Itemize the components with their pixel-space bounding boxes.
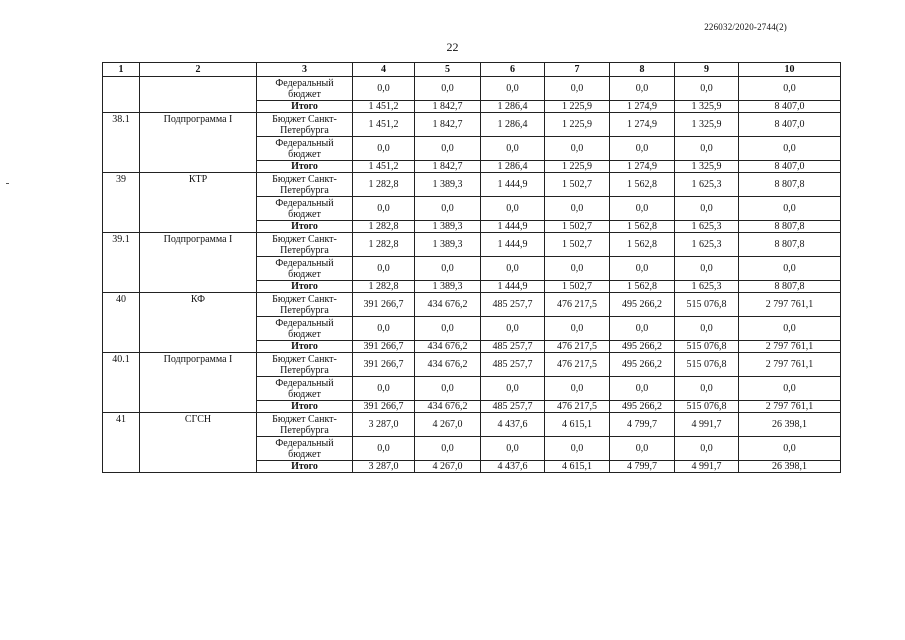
value-cell: 1 842,7: [415, 161, 481, 173]
value-cell: 4 799,7: [610, 413, 675, 437]
value-cell: 0,0: [353, 317, 415, 341]
program-name: КФ: [140, 293, 257, 353]
total-label: Итого: [257, 401, 353, 413]
value-cell: 1 282,8: [353, 233, 415, 257]
value-cell: 0,0: [415, 377, 481, 401]
total-label: Итого: [257, 341, 353, 353]
table-row: [103, 113, 841, 137]
value-cell: 0,0: [481, 137, 545, 161]
value-cell: 3 287,0: [353, 461, 415, 473]
value-cell-total: 8 407,0: [739, 161, 841, 173]
column-header: 2: [140, 63, 257, 77]
value-cell: 1 225,9: [545, 161, 610, 173]
table-header: [103, 63, 841, 77]
value-cell-total: 8 807,8: [739, 281, 841, 293]
funding-source: Федеральный бюджет: [257, 197, 353, 221]
value-cell: 1 325,9: [675, 113, 739, 137]
program-name: Подпрограмма I: [140, 113, 257, 173]
value-cell-total: 0,0: [739, 137, 841, 161]
funding-source: Федеральный бюджет: [257, 137, 353, 161]
funding-source: Бюджет Санкт-Петербурга: [257, 113, 353, 137]
funding-source: Бюджет Санкт-Петербурга: [257, 293, 353, 317]
value-cell-total: 2 797 761,1: [739, 353, 841, 377]
value-cell-total: 8 407,0: [739, 113, 841, 137]
value-cell: 0,0: [481, 77, 545, 101]
total-label: Итого: [257, 281, 353, 293]
table-row: [103, 233, 841, 257]
value-cell: 515 076,8: [675, 401, 739, 413]
value-cell: 4 437,6: [481, 461, 545, 473]
value-cell-total: 8 807,8: [739, 173, 841, 197]
value-cell: 0,0: [481, 437, 545, 461]
funding-source: Бюджет Санкт-Петербурга: [257, 353, 353, 377]
value-cell: 391 266,7: [353, 353, 415, 377]
value-cell: 1 225,9: [545, 101, 610, 113]
value-cell: 0,0: [353, 257, 415, 281]
value-cell: 0,0: [610, 197, 675, 221]
column-header: 1: [103, 63, 140, 77]
value-cell: 485 257,7: [481, 341, 545, 353]
value-cell: 0,0: [675, 437, 739, 461]
value-cell: 1 286,4: [481, 113, 545, 137]
value-cell: 1 389,3: [415, 221, 481, 233]
value-cell-total: 2 797 761,1: [739, 401, 841, 413]
column-header: 10: [739, 63, 841, 77]
value-cell: 0,0: [481, 317, 545, 341]
value-cell: 1 444,9: [481, 221, 545, 233]
value-cell: 1 389,3: [415, 233, 481, 257]
value-cell: 495 266,2: [610, 341, 675, 353]
margin-mark: [6, 183, 9, 184]
total-label: Итого: [257, 161, 353, 173]
row-number: 39.1: [103, 233, 140, 293]
value-cell: 1 325,9: [675, 161, 739, 173]
value-cell: 1 562,8: [610, 281, 675, 293]
total-label: Итого: [257, 101, 353, 113]
value-cell: 0,0: [545, 137, 610, 161]
value-cell-total: 0,0: [739, 197, 841, 221]
row-number: [103, 77, 140, 113]
column-header: 8: [610, 63, 675, 77]
value-cell: 1 274,9: [610, 101, 675, 113]
total-label: Итого: [257, 461, 353, 473]
value-cell: 0,0: [353, 197, 415, 221]
value-cell: 1 502,7: [545, 233, 610, 257]
value-cell: 0,0: [610, 257, 675, 281]
program-name: Подпрограмма I: [140, 353, 257, 413]
value-cell: 1 389,3: [415, 281, 481, 293]
value-cell: 476 217,5: [545, 341, 610, 353]
value-cell: 1 502,7: [545, 221, 610, 233]
row-number: 40: [103, 293, 140, 353]
value-cell: 0,0: [415, 257, 481, 281]
value-cell: 495 266,2: [610, 353, 675, 377]
total-label: Итого: [257, 221, 353, 233]
value-cell: 0,0: [545, 437, 610, 461]
value-cell-total: 26 398,1: [739, 413, 841, 437]
value-cell: 0,0: [415, 197, 481, 221]
value-cell: 0,0: [610, 437, 675, 461]
program-name: Подпрограмма I: [140, 233, 257, 293]
value-cell: 434 676,2: [415, 341, 481, 353]
value-cell: 1 625,3: [675, 281, 739, 293]
program-name: КТР: [140, 173, 257, 233]
value-cell: 1 389,3: [415, 173, 481, 197]
value-cell: 0,0: [353, 437, 415, 461]
value-cell: 0,0: [610, 317, 675, 341]
value-cell: 1 451,2: [353, 113, 415, 137]
value-cell: 391 266,7: [353, 341, 415, 353]
value-cell: 391 266,7: [353, 293, 415, 317]
value-cell: 1 274,9: [610, 113, 675, 137]
value-cell: 0,0: [545, 317, 610, 341]
value-cell: 485 257,7: [481, 401, 545, 413]
value-cell: 0,0: [675, 137, 739, 161]
row-number: 39: [103, 173, 140, 233]
column-header-row: [103, 63, 841, 77]
value-cell: 0,0: [675, 257, 739, 281]
value-cell: 1 842,7: [415, 113, 481, 137]
value-cell: 495 266,2: [610, 293, 675, 317]
value-cell: 1 444,9: [481, 281, 545, 293]
value-cell: 0,0: [675, 77, 739, 101]
value-cell-total: 8 807,8: [739, 233, 841, 257]
table-row: [103, 77, 841, 101]
value-cell: 1 625,3: [675, 221, 739, 233]
value-cell-total: 0,0: [739, 257, 841, 281]
budget-table: [102, 62, 841, 473]
value-cell: 476 217,5: [545, 353, 610, 377]
value-cell: 434 676,2: [415, 293, 481, 317]
value-cell: 0,0: [545, 77, 610, 101]
value-cell: 0,0: [675, 197, 739, 221]
table-row: [103, 173, 841, 197]
value-cell: 1 502,7: [545, 173, 610, 197]
value-cell: 3 287,0: [353, 413, 415, 437]
funding-source: Федеральный бюджет: [257, 77, 353, 101]
value-cell: 0,0: [481, 377, 545, 401]
value-cell: 515 076,8: [675, 293, 739, 317]
value-cell-total: 8 807,8: [739, 221, 841, 233]
program-name: СГСН: [140, 413, 257, 473]
value-cell: 4 615,1: [545, 461, 610, 473]
value-cell: 1 286,4: [481, 101, 545, 113]
value-cell: 0,0: [481, 197, 545, 221]
row-number: 38.1: [103, 113, 140, 173]
value-cell: 1 451,2: [353, 161, 415, 173]
table-row: [103, 413, 841, 437]
value-cell: 434 676,2: [415, 353, 481, 377]
row-number: 41: [103, 413, 140, 473]
funding-source: Бюджет Санкт-Петербурга: [257, 413, 353, 437]
value-cell: 434 676,2: [415, 401, 481, 413]
value-cell: 0,0: [610, 77, 675, 101]
column-header: 4: [353, 63, 415, 77]
value-cell: 0,0: [415, 137, 481, 161]
value-cell: 1 842,7: [415, 101, 481, 113]
value-cell: 1 325,9: [675, 101, 739, 113]
value-cell-total: 2 797 761,1: [739, 341, 841, 353]
value-cell: 0,0: [415, 77, 481, 101]
funding-source: Федеральный бюджет: [257, 377, 353, 401]
value-cell: 1 282,8: [353, 173, 415, 197]
table-row: [103, 293, 841, 317]
value-cell: 0,0: [415, 437, 481, 461]
value-cell: 485 257,7: [481, 293, 545, 317]
value-cell: 1 444,9: [481, 233, 545, 257]
value-cell: 0,0: [675, 377, 739, 401]
table-body: [103, 77, 841, 473]
value-cell: 0,0: [353, 377, 415, 401]
value-cell: 4 991,7: [675, 413, 739, 437]
value-cell: 1 562,8: [610, 221, 675, 233]
value-cell: 0,0: [353, 77, 415, 101]
value-cell: 4 267,0: [415, 413, 481, 437]
funding-source: Федеральный бюджет: [257, 257, 353, 281]
value-cell: 4 437,6: [481, 413, 545, 437]
value-cell: 0,0: [545, 257, 610, 281]
value-cell: 476 217,5: [545, 401, 610, 413]
value-cell: 1 502,7: [545, 281, 610, 293]
program-name: [140, 77, 257, 113]
document-code: 226032/2020-2744(2): [704, 22, 787, 32]
value-cell: 0,0: [545, 197, 610, 221]
value-cell: 1 625,3: [675, 233, 739, 257]
value-cell: 1 225,9: [545, 113, 610, 137]
value-cell: 1 444,9: [481, 173, 545, 197]
value-cell: 1 451,2: [353, 101, 415, 113]
value-cell: 4 615,1: [545, 413, 610, 437]
value-cell: 1 274,9: [610, 161, 675, 173]
value-cell: 0,0: [675, 317, 739, 341]
table-row: [103, 353, 841, 377]
funding-source: Федеральный бюджет: [257, 437, 353, 461]
value-cell-total: 0,0: [739, 317, 841, 341]
value-cell: 485 257,7: [481, 353, 545, 377]
value-cell: 1 625,3: [675, 173, 739, 197]
value-cell: 1 282,8: [353, 281, 415, 293]
column-header: 6: [481, 63, 545, 77]
funding-source: Федеральный бюджет: [257, 317, 353, 341]
value-cell: 0,0: [610, 377, 675, 401]
value-cell: 0,0: [353, 137, 415, 161]
column-header: 5: [415, 63, 481, 77]
value-cell: 0,0: [610, 137, 675, 161]
value-cell-total: 2 797 761,1: [739, 293, 841, 317]
value-cell: 515 076,8: [675, 341, 739, 353]
column-header: 9: [675, 63, 739, 77]
value-cell: 4 991,7: [675, 461, 739, 473]
value-cell-total: 0,0: [739, 377, 841, 401]
value-cell: 4 267,0: [415, 461, 481, 473]
value-cell: 495 266,2: [610, 401, 675, 413]
value-cell: 0,0: [545, 377, 610, 401]
value-cell: 476 217,5: [545, 293, 610, 317]
column-header: 3: [257, 63, 353, 77]
value-cell-total: 8 407,0: [739, 101, 841, 113]
value-cell: 391 266,7: [353, 401, 415, 413]
value-cell-total: 0,0: [739, 437, 841, 461]
funding-source: Бюджет Санкт-Петербурга: [257, 233, 353, 257]
value-cell: 1 286,4: [481, 161, 545, 173]
value-cell: 0,0: [415, 317, 481, 341]
column-header: 7: [545, 63, 610, 77]
row-number: 40.1: [103, 353, 140, 413]
value-cell-total: 0,0: [739, 77, 841, 101]
value-cell: 0,0: [481, 257, 545, 281]
value-cell: 1 562,8: [610, 173, 675, 197]
value-cell: 515 076,8: [675, 353, 739, 377]
value-cell: 4 799,7: [610, 461, 675, 473]
value-cell: 1 562,8: [610, 233, 675, 257]
value-cell-total: 26 398,1: [739, 461, 841, 473]
value-cell: 1 282,8: [353, 221, 415, 233]
page-number: 22: [446, 40, 459, 54]
funding-source: Бюджет Санкт-Петербурга: [257, 173, 353, 197]
